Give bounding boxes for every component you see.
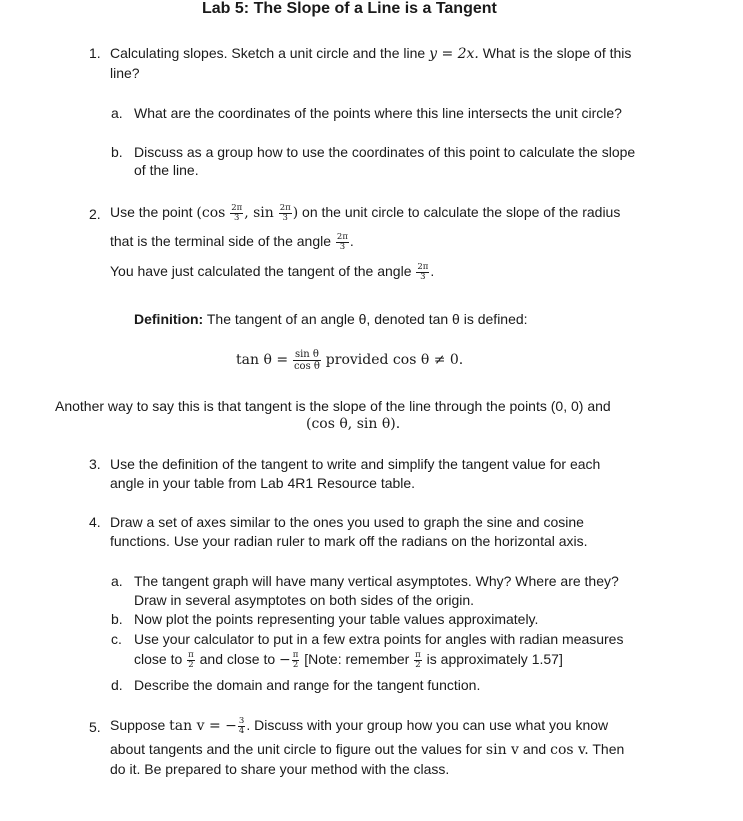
page-title: Lab 5: The Slope of a Line is a Tangent <box>202 0 497 17</box>
definition-label: Definition: <box>134 311 204 327</box>
q4c-fraction-note <box>414 651 422 670</box>
q4a-line2: Draw in several asymptotes on both sides of the origin. <box>134 592 475 608</box>
q5-cosv: cos v. <box>550 742 589 758</box>
formula-fraction <box>293 349 321 372</box>
q4c-line2 <box>134 650 563 670</box>
q5-tan-v: tan v = − <box>169 718 237 734</box>
q4c-label: c. <box>111 631 122 647</box>
q2-period: . <box>349 233 354 249</box>
q5-line2-b: Then <box>588 741 625 757</box>
fraction-denominator: 2 <box>188 659 194 670</box>
q2-fraction-angle <box>336 233 349 252</box>
q4c-note: [Note: remember <box>300 651 414 667</box>
q3-number: 3. <box>89 456 101 472</box>
q5-line2-a: about tangents and the unit circle to figure out the values for <box>110 741 486 757</box>
q1b-label: b. <box>111 144 123 160</box>
q1-number: 1. <box>89 45 101 61</box>
fraction-denominator: 2 <box>292 659 299 670</box>
fraction-numerator: 2π <box>417 261 429 272</box>
q1-text-b: What is the slope of this <box>478 45 632 61</box>
fraction-numerator: sin θ <box>294 349 319 360</box>
q2-line3-text: You have just calculated the tangent of the angle <box>110 263 416 279</box>
fraction-numerator: π <box>292 649 299 660</box>
q2-open-cos: (cos <box>196 205 226 221</box>
fraction-denominator: 3 <box>233 212 240 223</box>
q5-number: 5. <box>89 719 101 735</box>
q2-period2: . <box>430 263 435 279</box>
q2-rest1: on the unit circle to calculate the slope of the radius <box>298 204 621 220</box>
another-line2: (cos θ, sin θ). <box>306 416 401 432</box>
q2-comma-sin: , sin <box>244 205 274 221</box>
q4c-close-to: close to <box>134 651 187 667</box>
q2-use-point: Use the point <box>110 204 197 220</box>
formula-lhs: tan θ = <box>236 352 289 369</box>
definition-text: The tangent of an angle θ, denoted tan θ is defined: <box>203 311 528 327</box>
q1b-line2: of the line. <box>134 162 199 178</box>
q5-rest1: . Discuss with your group how you can use what you know <box>246 717 609 733</box>
fraction-denominator: 3 <box>282 212 288 223</box>
q2-line3 <box>110 262 434 282</box>
q2-fraction-angle2 <box>416 263 429 282</box>
q2-line2-text: that is the terminal side of the angle <box>110 233 335 249</box>
fraction-denominator: 4 <box>238 725 245 736</box>
q4c-fraction-pi-half <box>187 651 195 670</box>
q5-line3: do it. Be prepared to share your method with the class. <box>110 761 450 777</box>
q1a-text: What are the coordinates of the points where this line intersects the unit circle? <box>134 105 622 121</box>
definition-formula <box>236 349 463 372</box>
q4-number: 4. <box>89 514 101 530</box>
q5-line2 <box>110 740 624 759</box>
q4c-line1: Use your calculator to put in a few extra points for angles with radian measures <box>134 631 624 647</box>
q1-line2: line? <box>110 65 140 81</box>
q4-line1: Draw a set of axes similar to the ones you used to graph the sine and cosine <box>110 514 584 530</box>
q4c-and: and close to <box>195 651 280 667</box>
q4c-fraction-neg-pi-half <box>292 651 300 670</box>
q4c-minus: − <box>279 652 291 668</box>
q1-line1 <box>110 44 631 63</box>
definition-line <box>134 310 528 328</box>
q4b-label: b. <box>111 611 123 627</box>
fraction-numerator: π <box>188 649 194 660</box>
q5-and: and <box>518 741 551 757</box>
q3-line2: angle in your table from Lab 4R1 Resource table. <box>110 475 416 491</box>
q2-fraction-cos <box>230 204 243 223</box>
q2-number: 2. <box>89 206 101 222</box>
q2-line1 <box>110 203 620 223</box>
fraction-numerator: 2π <box>279 202 291 213</box>
q4b-text: Now plot the points representing your table values approximately. <box>134 611 539 627</box>
fraction-numerator: 2π <box>336 231 348 242</box>
q2-line2 <box>110 232 354 252</box>
q1-text-a: Calculating slopes. Sketch a unit circle and the line <box>110 45 430 61</box>
fraction-denominator: 2 <box>415 659 421 670</box>
q4d-text: Describe the domain and range for the tangent function. <box>134 677 481 693</box>
q4d-label: d. <box>111 677 123 693</box>
fraction-denominator: cos θ <box>293 361 320 372</box>
q2-close: ) <box>292 205 299 221</box>
q4a-line1: The tangent graph will have many vertical asymptotes. Why? Where are they? <box>134 573 619 589</box>
q5-suppose: Suppose <box>110 717 170 733</box>
fraction-numerator: π <box>415 649 421 660</box>
q1-equation: y = 2x. <box>429 46 479 62</box>
q1b-line1: Discuss as a group how to use the coordinates of this point to calculate the slope <box>134 144 636 160</box>
q4c-approx: is approximately 1.57] <box>422 651 563 667</box>
q5-fraction <box>238 717 245 736</box>
q4-line2: functions. Use your radian ruler to mark off the radians on the horizontal axis. <box>110 533 588 549</box>
fraction-denominator: 3 <box>339 241 346 252</box>
q5-sinv: sin v <box>485 742 519 758</box>
q1a-label: a. <box>111 105 123 121</box>
fraction-denominator: 3 <box>420 271 426 282</box>
q2-fraction-sin <box>279 204 292 223</box>
q4a-label: a. <box>111 573 123 589</box>
q5-line1 <box>110 716 608 736</box>
formula-provided: provided cos θ ≠ 0. <box>325 352 464 369</box>
fraction-numerator: 2π <box>231 202 243 213</box>
another-line1: Another way to say this is that tangent is the slope of the line through the points (0, 0) and <box>55 398 611 414</box>
fraction-numerator: 3 <box>238 715 245 726</box>
q3-line1: Use the definition of the tangent to write and simplify the tangent value for each <box>110 456 601 472</box>
